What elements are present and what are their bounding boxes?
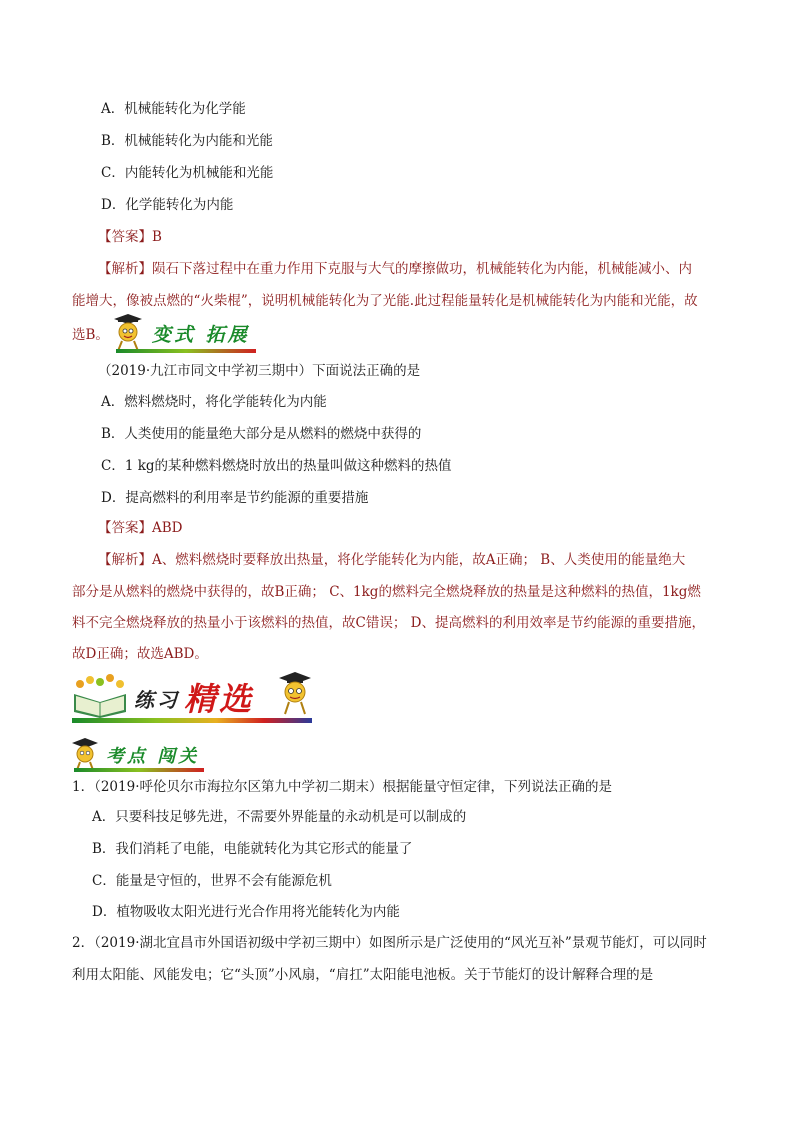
analysis-line-1: 【解析】陨石下落过程中在重力作用下克服与大气的摩擦做功，机械能转化为内能，机械能减小、内 [98,261,692,277]
variant-title: 变式 拓展 [152,324,250,346]
graduate-mascot-icon [275,670,315,716]
option-d: D．化学能转化为内能 [101,197,234,213]
p1-option-a: A．只要科技足够先进，不需要外界能量的永动机是可以制成的 [92,809,467,825]
option-a: A．机械能转化为化学能 [101,101,246,117]
q1-option-d: D．提高燃料的利用率是节约能源的重要措施 [101,490,369,506]
analysis-tag: 【解析】 [98,261,152,277]
answer-line [98,228,162,246]
p2-stem-line-1: 2．（2019·湖北宜昌市外国语初级中学初三期中）如图所示是广泛使用的“风光互补”景观节能灯，可以同时 [72,935,707,951]
checkpoint-title: 考点 闯关 [106,746,200,767]
q1-answer-tag: 【答案】 [98,520,152,536]
checkpoint-underline [74,768,204,772]
q1-analysis-line-4: 故D正确；故选ABD。 [72,646,208,662]
variant-banner [110,314,260,354]
p1-option-c: C．能量是守恒的，世界不会有能源危机 [92,873,332,889]
small-mascot-icon [70,737,100,771]
mascot-icon [110,314,146,354]
q1-option-c: C．1 kg的某种燃料燃烧时放出的热量叫做这种燃料的热值 [101,458,452,474]
q1-analysis-line-2: 部分是从燃料的燃烧中获得的，故B正确； C、1kg的燃料完全燃烧释放的热量是这种燃料的热值，1kg燃 [72,584,701,600]
analysis-line-2: 能增大，像被点燃的“火柴棍”，说明机械能转化为了光能.此过程能量转化是机械能转化为内能和光能，故 [72,293,698,309]
analysis-line-3: 选B。 [72,327,109,343]
q1-option-b: B．人类使用的能量绝大部分是从燃料的燃烧中获得的 [101,426,422,442]
q1-option-a: A．燃料燃烧时，将化学能转化为内能 [101,394,327,410]
p1-stem: 1．（2019·呼伦贝尔市海拉尔区第九中学初二期末）根据能量守恒定律，下列说法正确的是 [72,779,612,795]
practice-title-b: 精选 [184,680,255,718]
practice-title-a: 练习 [134,688,180,712]
p1-option-b: B．我们消耗了电能，电能就转化为其它形式的能量了 [92,841,413,857]
answer-tag: 【答案】 [98,229,152,245]
p2-stem-line-2: 利用太阳能、风能发电；它“头顶”小风扇，“肩扛”太阳能电池板。关于节能灯的设计解释合理的是 [72,967,654,983]
practice-underline [72,718,312,723]
variant-underline [116,349,256,353]
q1-stem: （2019·九江市同文中学初三期中）下面说法正确的是 [98,363,421,379]
answer-value: B [152,229,162,245]
book-flowers-icon [70,672,130,718]
p1-option-d: D．植物吸收太阳光进行光合作用将光能转化为内能 [92,904,400,920]
checkpoint-banner [70,737,220,773]
q1-answer-line [98,519,183,537]
q1-answer-value: ABD [152,520,183,536]
option-b: B．机械能转化为内能和光能 [101,133,273,149]
option-c: C．内能转化为机械能和光能 [101,165,274,181]
q1-analysis-line-3: 料不完全燃烧释放的热量小于该燃料的热值，故C错误； D、提高燃料的利用效率是节约能源的重要措施， [72,615,705,631]
q1-analysis-line-1: 【解析】A、燃料燃烧时要释放出热量，将化学能转化为内能，故A正确； B、人类使用的能量绝大 [98,552,686,568]
q1-analysis-tag: 【解析】 [98,552,152,568]
